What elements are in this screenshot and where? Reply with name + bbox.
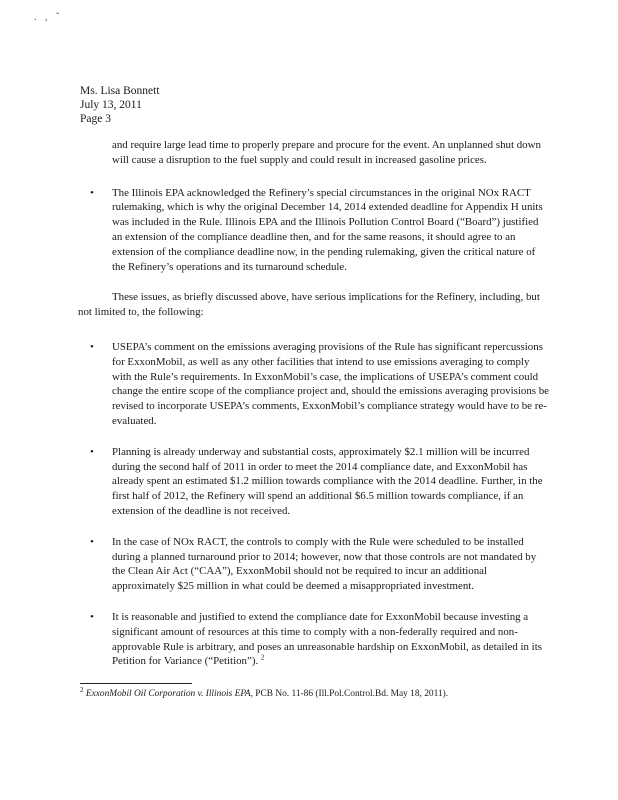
scan-artifact: . , ˇ — [34, 12, 63, 23]
addressee: Ms. Lisa Bonnett — [80, 85, 160, 97]
bullet-icon: • — [90, 445, 94, 458]
bullet-icon: • — [90, 610, 94, 623]
list-item-text: The Illinois EPA acknowledged the Refinery’s special circumstances in the original NOx RACT rulemaking, which is why the original December 14, 2014 extended deadline for Appendix H units was included in the Rule. Illinois EPA and the Illinois Pollution Control Board (“Board”) justified an extension of the compliance deadline then, and for the same reasons, it should agree to an extension of the compliance deadline now, in the pending rulemaking, given the critical nature of the Refinery’s operations and its turnaround schedule. — [112, 186, 543, 273]
list-item-text — [112, 610, 550, 669]
list-item — [78, 535, 550, 594]
list-item-text: In the case of NOx RACT, the controls to comply with the Rule were scheduled to be installed during a planned turnaround prior to 2014; however, now that those controls are not mandated by the Clean Air Act (“CAA”), ExxonMobil should not be required to incur an additional approximately $25 million in what could be deemed a misappropriated investment. — [112, 535, 537, 593]
footnote-number: 2 — [80, 685, 84, 694]
intro-paragraph: These issues, as briefly discussed above, have serious implications for the Refinery, including, but not limited to, the following: — [78, 291, 540, 319]
bullet-icon: • — [90, 535, 94, 548]
letter-body — [78, 138, 550, 685]
footnote-reference[interactable]: 2 — [260, 653, 265, 662]
list-item-text-content: It is reasonable and justified to extend the compliance date for ExxonMobil because investing a significant amount of resources at this time to comply with a non-federally required and non-approvable Rule is arbitrary, and poses an unreasonable hardship on ExxonMobil, as detailed in its Petition for Variance (“Petition”). — [112, 610, 542, 668]
footnote-case-name: ExxonMobil Oil Corporation v. Illinois EPA — [85, 689, 251, 699]
bullet-icon: • — [90, 186, 94, 199]
continued-bullet-text: and require large lead time to properly prepare and procure for the event. An unplanned shut down will cause a disruption to the fuel supply and could result in increased gasoline prices. — [112, 139, 541, 166]
footnote-divider — [80, 683, 192, 684]
footnote-citation: , PCB No. 11-86 (Ill.Pol.Control.Bd. May 18, 2011). — [250, 689, 449, 699]
list-item-text: Planning is already underway and substantial costs, approximately $2.1 million will be incurred during the second half of 2011 in order to meet the 2014 compliance date, and ExxonMobil has already spent an estimated $1.2 million towards compliance with the 2014 deadline. Further, in the first half of 2012, the Refinery will spend an additional $6.5 million towards compliance, if an extension of the deadline is not received. — [112, 445, 543, 517]
list-item — [78, 445, 550, 519]
list-item — [78, 186, 550, 275]
list-item — [78, 340, 550, 429]
footnote — [80, 685, 449, 700]
bullet-icon: • — [90, 340, 94, 353]
list-item — [78, 610, 550, 669]
list-item-text: USEPA’s comment on the emissions averaging provisions of the Rule has significant repercussions for ExxonMobil, as well as any other facilities that intend to use emissions averaging to comply with the Rule’s requirements. In ExxonMobil’s case, the implications of USEPA’s comment could change the entire scope of the compliance project and, should the emissions averaging provisions be revised to incorporate USEPA’s comments, ExxonMobil’s compliance strategy would have to be re-evaluated. — [112, 340, 550, 427]
letter-header — [80, 84, 160, 126]
page-number: Page 3 — [80, 113, 111, 125]
letter-date: July 13, 2011 — [80, 99, 142, 111]
